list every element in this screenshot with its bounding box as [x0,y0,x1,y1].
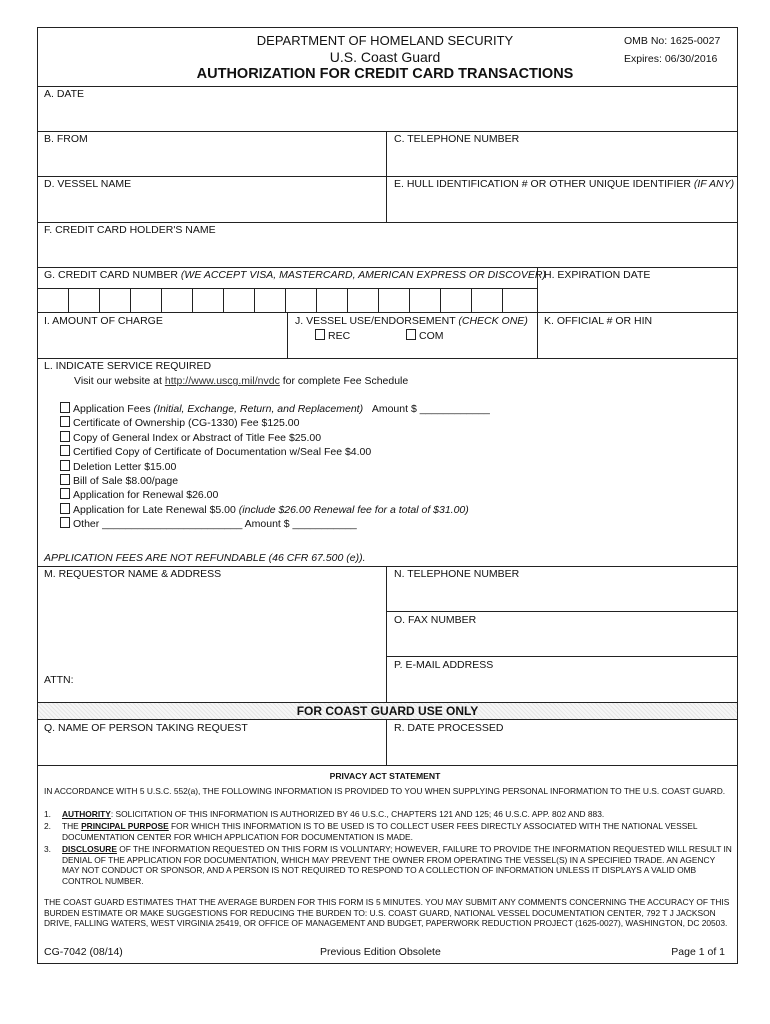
email-label: P. E-MAIL ADDRESS [394,659,494,671]
omb-number: OMB No: 1625-0027 [624,35,721,47]
checkbox[interactable] [60,517,70,528]
card-number-label: G. CREDIT CARD NUMBER (WE ACCEPT VISA, MASTERCARD, AMERICAN EXPRESS OR DISCOVER) [44,269,546,281]
card-number-field[interactable] [38,289,536,311]
divider [386,611,738,612]
privacy-intro: IN ACCORDANCE WITH 5 U.S.C. 552(a), THE FOLLOWING INFORMATION IS PROVIDED TO YOU WHEN SUPPLYING PERSONAL INFORMATION TO THE U.S. COAST GUARD. [44,786,726,796]
q-name-field[interactable] [38,736,385,764]
checkbox[interactable] [60,474,70,485]
amount-field[interactable] [38,328,286,357]
expiration-field[interactable] [538,283,737,311]
checkbox[interactable] [60,416,70,427]
requestor-label: M. REQUESTOR NAME & ADDRESS [44,568,222,580]
card-holder-field[interactable] [38,237,737,266]
n-telephone-field[interactable] [387,582,737,610]
divider [287,312,288,358]
date-label: A. DATE [44,88,85,100]
service-certified-copy[interactable]: Certified Copy of Certificate of Documentation w/Seal Fee $4.00 [60,445,371,458]
r-date-field[interactable] [387,736,737,764]
rec-checkbox[interactable] [315,329,325,340]
attn-label: ATTN: [44,674,74,686]
telephone-field[interactable] [387,146,737,175]
privacy-item-2: 2. THE PRINCIPAL PURPOSE FOR WHICH THIS INFORMATION IS TO BE USED IS TO COLLECT USER FEES DIRECTLY ASSOCIATED WITH THE NATIONAL VESSEL DOCUMENTATION CENTER FOR WHICH APPLICATION FOR DOCUMENTATION IS MADE. [44,821,698,842]
divider [37,176,738,177]
checkbox[interactable] [60,445,70,456]
r-date-label: R. DATE PROCESSED [394,722,504,734]
fax-label: O. FAX NUMBER [394,614,477,626]
vessel-name-label: D. VESSEL NAME [44,178,132,190]
com-checkbox[interactable] [406,329,416,340]
fee-schedule-link[interactable]: http://www.uscg.mil/nvdc [164,375,280,387]
divider [37,765,738,766]
requestor-field[interactable] [38,582,385,672]
divider [37,131,738,132]
not-refundable-note: APPLICATION FEES ARE NOT REFUNDABLE (46 CFR 67.500 (e)). [44,552,366,564]
agency-heading: U.S. Coast Guard [329,49,441,65]
burden-statement: THE COAST GUARD ESTIMATES THAT THE AVERAGE BURDEN FOR THIS FORM IS 5 MINUTES. YOU MAY SUBMIT ANY COMMENTS CONCERNING THE ACCURACY OF THIS BURDEN ESTIMATE OR MAKE SUGGESTIONS FOR REDUCING THE BURDEN TO: U.S. COAST GUARD, NATIONAL VESSEL DOCUMENTATION CENTER, 792 T J JACKSON DRIVE, FALLING WATERS, WEST VIRGINIA 25419, OR OFFICE OF MANAGEMENT AND BUDGET, PAPERWORK REDUCTION PROJECT (1625-0027), WASHINGTON, DC 20503. [44,897,730,929]
divider [37,358,738,359]
fax-field[interactable] [387,627,737,655]
telephone-label: C. TELEPHONE NUMBER [394,133,520,145]
vessel-use-label: J. VESSEL USE/ENDORSEMENT (CHECK ONE) [295,315,528,327]
service-deletion-letter[interactable]: Deletion Letter $15.00 [60,460,176,473]
service-general-index[interactable]: Copy of General Index or Abstract of Title Fee $25.00 [60,431,321,444]
privacy-heading: PRIVACY ACT STATEMENT [329,771,441,781]
official-number-field[interactable] [538,328,737,357]
checkbox[interactable] [60,402,70,413]
hull-id-field[interactable] [387,191,737,221]
form-number: CG-7042 (08/14) [44,946,123,958]
department-heading: DEPARTMENT OF HOMELAND SECURITY [256,33,514,48]
checkbox[interactable] [60,503,70,514]
checkbox[interactable] [60,488,70,499]
divider [37,222,738,223]
card-holder-label: F. CREDIT CARD HOLDER'S NAME [44,224,216,236]
vessel-name-field[interactable] [38,191,385,221]
service-late-renewal[interactable]: Application for Late Renewal $5.00 (include $26.00 Renewal fee for a total of $31.00) [60,503,469,516]
edition-note: Previous Edition Obsolete [320,946,441,958]
form-title: AUTHORIZATION FOR CREDIT CARD TRANSACTIONS [196,66,574,82]
service-certificate-ownership[interactable]: Certificate of Ownership (CG-1330) Fee $125.00 [60,416,299,429]
service-renewal[interactable]: Application for Renewal $26.00 [60,488,218,501]
fee-schedule-note: Visit our website at http://www.uscg.mil/nvdc for complete Fee Schedule [74,375,409,387]
com-option[interactable]: COM [406,329,444,342]
page-number: Page 1 of 1 [671,946,725,958]
from-label: B. FROM [44,133,88,145]
official-number-label: K. OFFICIAL # OR HIN [544,315,653,327]
amount-label: I. AMOUNT OF CHARGE [44,315,163,327]
date-field[interactable] [38,100,737,130]
privacy-item-3: 3. DISCLOSURE OF THE INFORMATION REQUESTED ON THIS FORM IS VOLUNTARY; HOWEVER, FAILURE TO PROVIDE THE INFORMATION REQUESTED WILL RESULT IN DENIAL OF THE APPLICATION FOR DOCUMENTATION, WHICH MAY PREVENT THE OWNER FROM OPERATING THE VESSEL(S) IN A SPECIFIED TRADE. AN AGENCY MAY NOT CONDUCT OR SPONSOR, AND A PERSON IS NOT REQUIRED TO RESPOND TO A COLLECTION OF INFORMATION UNLESS IT DISPLAYS A VALID OMB CONTROL NUMBER. [44,844,732,886]
n-telephone-label: N. TELEPHONE NUMBER [394,568,520,580]
divider [37,566,738,567]
service-bill-of-sale[interactable]: Bill of Sale $8.00/page [60,474,178,487]
expiration-label: H. EXPIRATION DATE [544,269,651,281]
from-field[interactable] [38,146,385,175]
checkbox[interactable] [60,460,70,471]
privacy-item-1: 1. AUTHORITY: SOLICITATION OF THIS INFORMATION IS AUTHORIZED BY 46 U.S.C., CHAPTERS 121 AND 125; 46 U.S.C. APP. 802 AND 883. [44,809,605,819]
hull-id-label: E. HULL IDENTIFICATION # OR OTHER UNIQUE IDENTIFIER (IF ANY) [394,178,735,190]
divider [37,312,738,313]
q-name-label: Q. NAME OF PERSON TAKING REQUEST [44,722,248,734]
divider [37,86,738,87]
service-application-fees[interactable]: Application Fees (Initial, Exchange, Return, and Replacement) Amount $ ____________ [60,402,490,415]
divider [37,267,738,268]
divider [386,656,738,657]
cg-use-banner: FOR COAST GUARD USE ONLY [38,703,737,719]
checkbox[interactable] [60,431,70,442]
rec-option[interactable]: REC [315,329,350,342]
email-field[interactable] [387,672,737,701]
service-other[interactable]: Other ________________________ Amount $ ___________ [60,517,357,530]
divider [37,719,738,720]
service-required-label: L. INDICATE SERVICE REQUIRED [44,360,212,372]
expiration-date: Expires: 06/30/2016 [624,53,718,65]
